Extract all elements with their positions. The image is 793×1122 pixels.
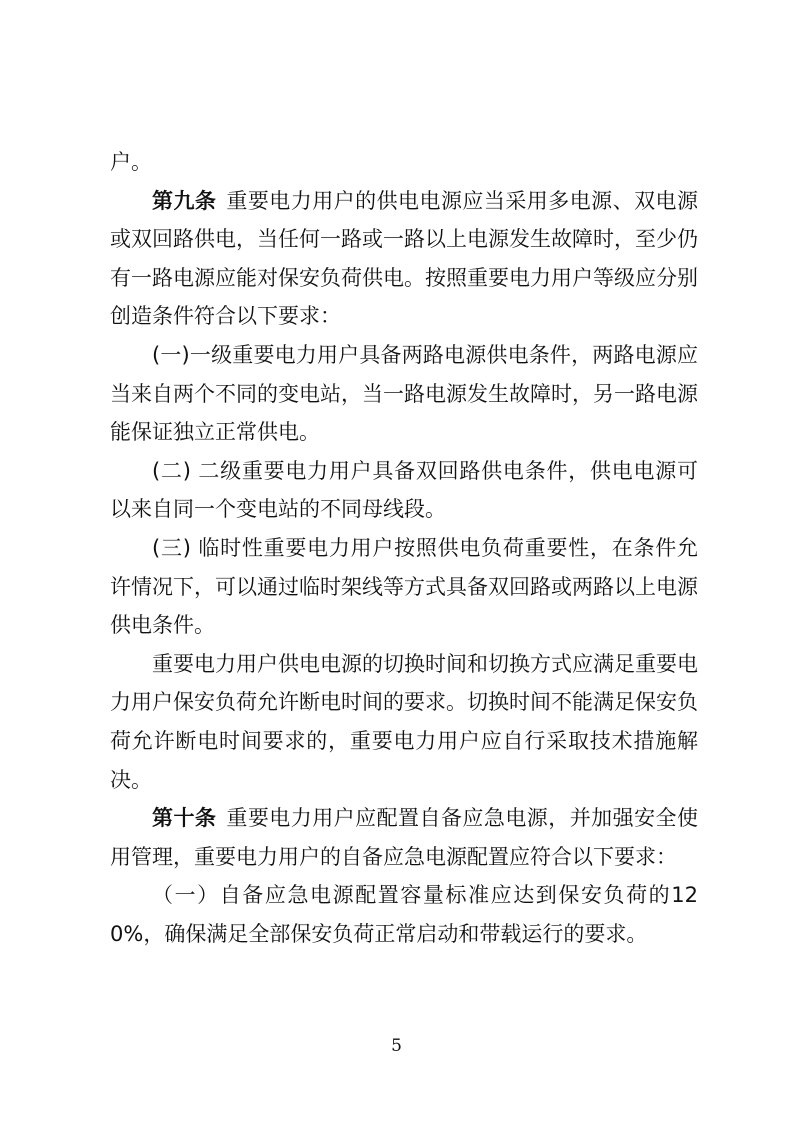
article-9-item-3 <box>110 529 698 645</box>
switching-time-paragraph <box>110 645 698 799</box>
paragraph-text: （一）自备应急电源配置容量标准应达到保安负荷的120%，确保满足全部保安负荷正常启动和带载运行的要求。 <box>110 883 698 946</box>
article-10-paragraph <box>110 799 698 876</box>
paragraph-text: 重要电力用户的供电电源应当采用多电源、双电源或双回路供电，当任何一路或一路以上电源发生故障时，至少仍有一路电源应能对保安负荷供电。按照重要电力用户等级应分别创造条件符合以下要求： <box>110 188 698 329</box>
page-number: 5 <box>391 1036 402 1056</box>
paragraph-text: (一)一级重要电力用户具备两路电源供电条件，两路电源应当来自两个不同的变电站，当一路电源发生故障时，另一路电源能保证独立正常供电。 <box>110 342 698 445</box>
document-body <box>110 143 698 953</box>
article-9-item-2 <box>110 452 698 529</box>
article-number: 第九条 <box>152 188 217 213</box>
article-number: 第十条 <box>152 806 217 831</box>
article-10-item-1 <box>110 876 698 953</box>
article-9-item-1 <box>110 336 698 452</box>
paragraph-continuation <box>110 143 698 182</box>
paragraph-text: 重要电力用户应配置自备应急电源，并加强安全使用管理，重要电力用户的自备应急电源配置应符合以下要求： <box>110 806 698 869</box>
paragraph-text: (二) 二级重要电力用户具备双回路供电条件，供电电源可以来自同一个变电站的不同母线段。 <box>110 458 698 522</box>
paragraph-text: 重要电力用户供电电源的切换时间和切换方式应满足重要电力用户保安负荷允许断电时间的要求。切换时间不能满足保安负荷允许断电时间要求的，重要电力用户应自行采取技术措施解决。 <box>110 651 698 792</box>
paragraph-text: 户。 <box>110 150 152 174</box>
paragraph-text: (三) 临时性重要电力用户按照供电负荷重要性，在条件允许情况下，可以通过临时架线等方式具备双回路或两路以上电源供电条件。 <box>110 535 698 638</box>
article-9-paragraph <box>110 182 698 336</box>
